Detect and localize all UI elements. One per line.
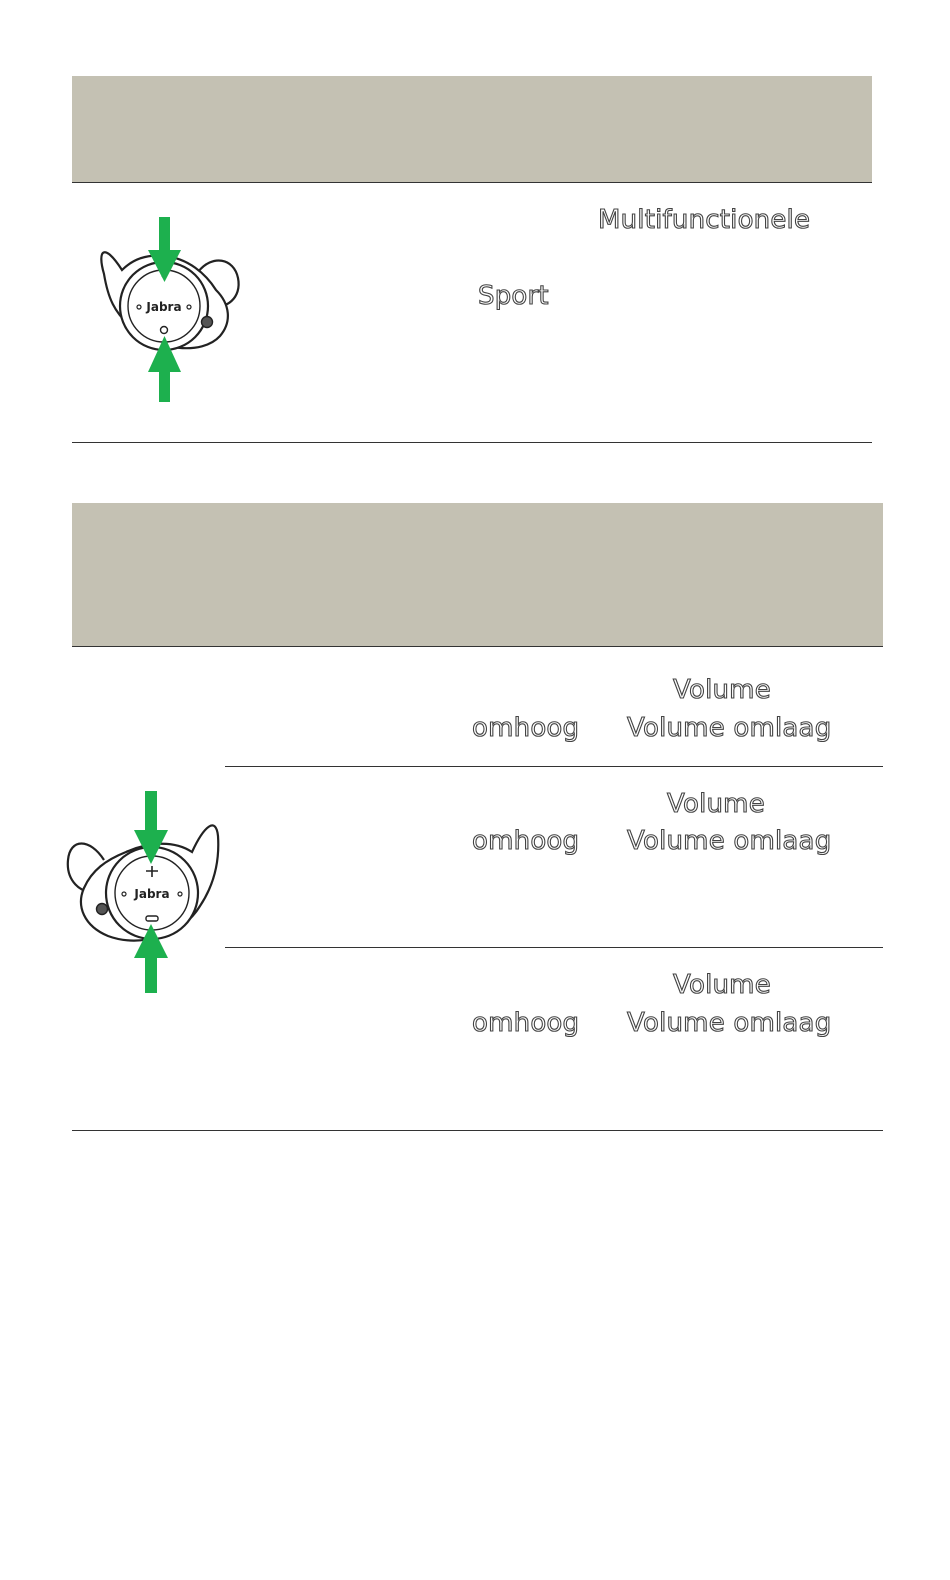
- omhoog-label: omhoog: [472, 826, 580, 856]
- table2-row-rule: [225, 766, 883, 767]
- table1-header-band: [72, 76, 872, 182]
- volume-label: Volume: [667, 789, 765, 819]
- sport-label: Sport: [478, 281, 549, 311]
- table2-header-rule: [72, 646, 883, 647]
- right-earbud-icon: [62, 788, 232, 998]
- omhoog-label: omhoog: [472, 713, 580, 743]
- volume-omlaag-label: Volume omlaag: [627, 826, 832, 856]
- table2-row-rule: [225, 947, 883, 948]
- table2-header-band: [72, 503, 883, 646]
- left-earbud-icon: [92, 212, 252, 412]
- volume-omlaag-label: Volume omlaag: [627, 1008, 832, 1038]
- omhoog-label: omhoog: [472, 1008, 580, 1038]
- table1-header-rule: [72, 182, 872, 183]
- multifunctionele-label: Multifunctionele: [598, 205, 811, 235]
- volume-label: Volume: [673, 675, 771, 705]
- earbud-brand-label: Jabra: [146, 300, 182, 314]
- volume-omlaag-label: Volume omlaag: [627, 713, 832, 743]
- table2-bottom-rule: [72, 1130, 883, 1131]
- volume-label: Volume: [673, 970, 771, 1000]
- table1-bottom-rule: [72, 442, 872, 443]
- earbud-brand-label: Jabra: [134, 887, 170, 901]
